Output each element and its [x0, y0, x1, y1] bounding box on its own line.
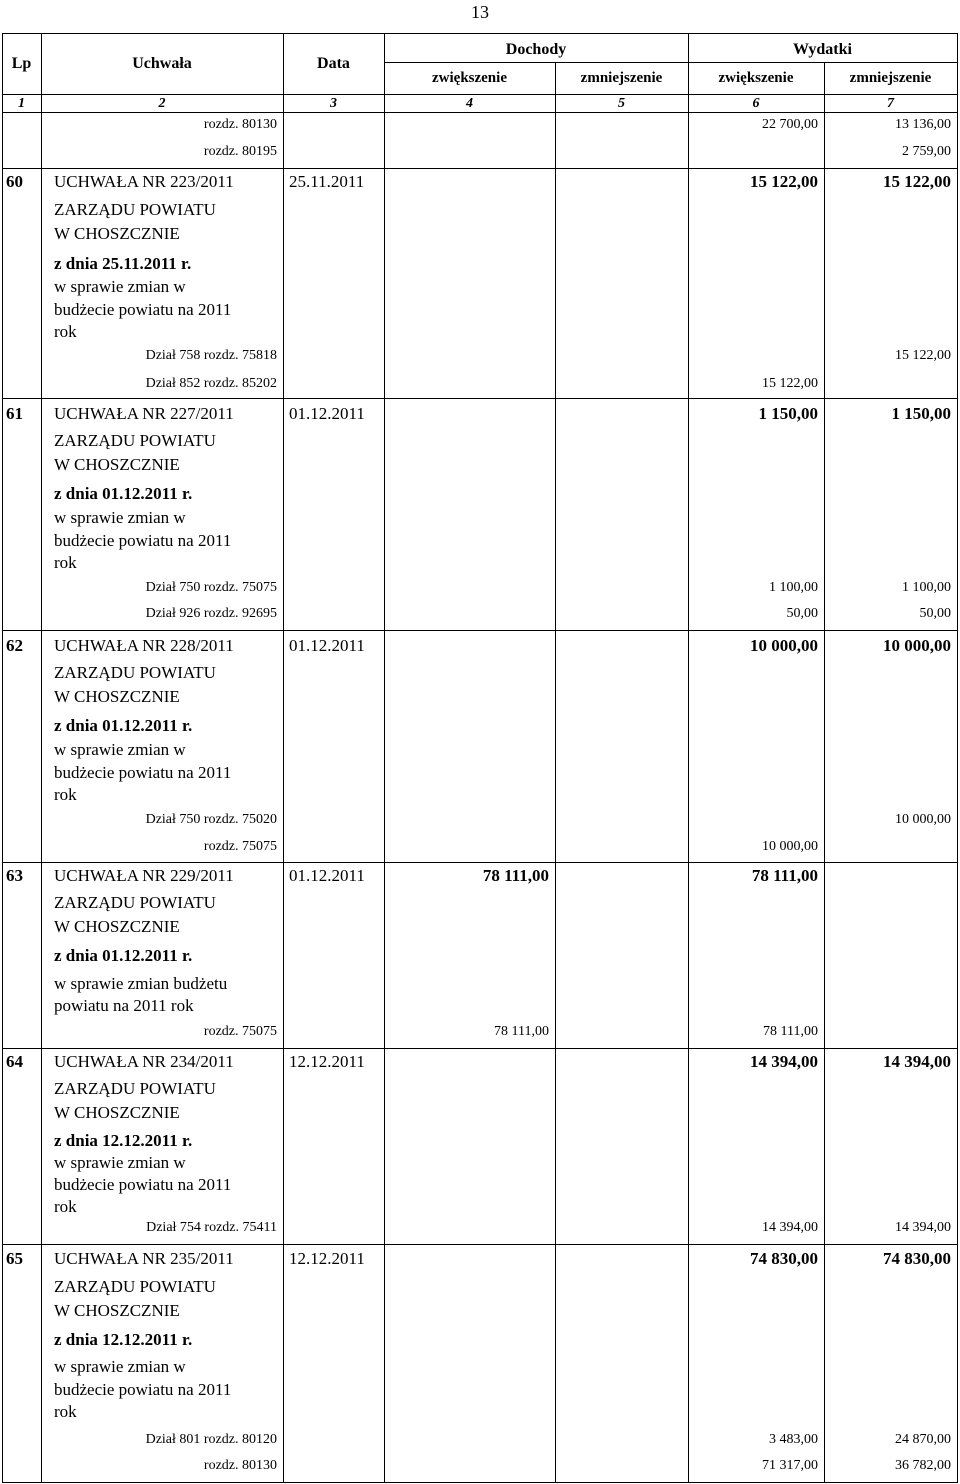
separator: [2, 630, 958, 631]
header-dochody: Dochody: [505, 41, 567, 58]
resolution-date: 12.12.2011: [289, 1249, 365, 1268]
resolution-subject: w sprawie zmian w: [54, 277, 186, 296]
separator: [2, 398, 958, 399]
item-label: Dział 926 rozdz. 92695: [145, 606, 277, 621]
item-value-dz: 78 111,00: [494, 1024, 549, 1039]
item-value-wm: 2 759,00: [902, 144, 951, 159]
resolution-total-wm: 1 150,00: [891, 404, 951, 423]
resolution-date: 12.12.2011: [289, 1052, 365, 1071]
item-label: rozdz. 80130: [203, 117, 277, 132]
col-line-a: [41, 33, 42, 1482]
item-value-wm: 13 136,00: [895, 117, 951, 132]
resolution-issuer: ZARZĄDU POWIATU: [54, 663, 216, 682]
item-label: Dział 758 rozdz. 75818: [145, 348, 277, 363]
resolution-issuer: W CHOSZCZNIE: [54, 455, 180, 474]
header-dochody-zwiekszenie: zwiększenie: [432, 70, 507, 86]
resolution-title: UCHWAŁA NR 227/2011: [54, 404, 234, 423]
item-label: rozdz. 80130: [203, 1458, 277, 1473]
resolution-issuer: W CHOSZCZNIE: [54, 687, 180, 706]
resolution-issuer: W CHOSZCZNIE: [54, 1103, 180, 1122]
resolution-title: UCHWAŁA NR 223/2011: [54, 172, 234, 191]
resolution-lp: 61: [6, 404, 23, 423]
resolution-date-line: z dnia 01.12.2011 r.: [54, 716, 193, 735]
column-number: 6: [752, 96, 760, 111]
resolution-subject: rok: [54, 322, 77, 341]
resolution-issuer: ZARZĄDU POWIATU: [54, 1079, 216, 1098]
resolution-total-wz: 10 000,00: [750, 636, 818, 655]
header-lp: Lp: [11, 55, 32, 72]
resolution-issuer: W CHOSZCZNIE: [54, 224, 180, 243]
item-value-wm: 36 782,00: [895, 1458, 951, 1473]
header-uchwala: Uchwała: [132, 55, 192, 72]
resolution-title: UCHWAŁA NR 229/2011: [54, 866, 234, 885]
resolution-subject: budżecie powiatu na 2011: [54, 300, 232, 319]
header-sub-line: [384, 62, 958, 63]
resolution-issuer: W CHOSZCZNIE: [54, 1301, 180, 1320]
column-number: 2: [158, 96, 166, 111]
resolution-lp: 60: [6, 172, 23, 191]
item-value-wm: 10 000,00: [895, 812, 951, 827]
resolution-date: 25.11.2011: [289, 172, 365, 191]
header-wydatki-zwiekszenie: zwiększenie: [718, 70, 794, 86]
item-value-wm: 15 122,00: [895, 348, 951, 363]
resolution-subject: budżecie powiatu na 2011: [54, 531, 232, 550]
header-wydatki: Wydatki: [793, 41, 852, 58]
item-value-wz: 1 100,00: [769, 580, 818, 595]
resolution-date: 01.12.2011: [289, 636, 365, 655]
resolution-title: UCHWAŁA NR 228/2011: [54, 636, 234, 655]
resolution-subject: rok: [54, 785, 77, 804]
resolution-issuer: ZARZĄDU POWIATU: [54, 431, 216, 450]
item-value-wm: 14 394,00: [895, 1220, 951, 1235]
resolution-date-line: z dnia 12.12.2011 r.: [54, 1131, 193, 1150]
header-top-line: [2, 33, 958, 34]
resolution-subject: budżecie powiatu na 2011: [54, 1175, 232, 1194]
item-value-wz: 15 122,00: [762, 376, 818, 391]
resolution-subject: w sprawie zmian w: [54, 1153, 186, 1172]
header-dochody-zmniejszenie: zmniejszenie: [580, 70, 663, 86]
resolution-total-wz: 74 830,00: [750, 1249, 818, 1268]
header-wydatki-zmniejszenie: zmniejszenie: [849, 70, 932, 86]
resolution-subject: w sprawie zmian w: [54, 740, 186, 759]
resolution-total-wz: 15 122,00: [750, 172, 818, 191]
resolution-lp: 63: [6, 866, 23, 885]
item-value-wz: 3 483,00: [769, 1432, 818, 1447]
resolution-issuer: ZARZĄDU POWIATU: [54, 893, 216, 912]
resolution-date-line: z dnia 25.11.2011 r.: [54, 254, 192, 273]
resolution-lp: 62: [6, 636, 23, 655]
resolution-total-wm: 74 830,00: [883, 1249, 951, 1268]
item-label: rozdz. 75075: [203, 1024, 277, 1039]
resolution-total-wz: 78 111,00: [751, 866, 818, 885]
resolution-date-line: z dnia 01.12.2011 r.: [54, 946, 193, 965]
item-value-wm: 50,00: [919, 606, 951, 621]
resolution-subject: powiatu na 2011 rok: [54, 996, 194, 1015]
resolution-issuer: W CHOSZCZNIE: [54, 917, 180, 936]
column-number: 1: [18, 96, 25, 111]
item-value-wz: 50,00: [786, 606, 818, 621]
resolution-subject: rok: [54, 1402, 77, 1421]
resolution-issuer: ZARZĄDU POWIATU: [54, 1277, 216, 1296]
header-bottom-line: [2, 94, 958, 95]
col-line-c: [384, 33, 385, 1482]
border-right: [957, 33, 958, 1482]
column-number: 5: [618, 96, 625, 111]
resolution-subject: budżecie powiatu na 2011: [54, 1380, 232, 1399]
item-label: rozdz. 75075: [203, 839, 277, 854]
resolution-date-line: z dnia 12.12.2011 r.: [54, 1330, 193, 1349]
item-label: Dział 750 rozdz. 75075: [145, 580, 277, 595]
header-data: Data: [317, 55, 350, 72]
resolution-subject: w sprawie zmian w: [54, 1357, 186, 1376]
col-line-d: [555, 62, 556, 1482]
resolution-subject: w sprawie zmian w: [54, 508, 186, 527]
column-number: 7: [887, 96, 894, 111]
resolution-total-dz: 78 111,00: [482, 866, 549, 885]
resolution-total-wz: 14 394,00: [750, 1052, 818, 1071]
item-value-wz: 22 700,00: [762, 117, 818, 132]
resolution-total-wm: 14 394,00: [883, 1052, 951, 1071]
resolution-title: UCHWAŁA NR 235/2011: [54, 1249, 234, 1268]
resolution-title: UCHWAŁA NR 234/2011: [54, 1052, 234, 1071]
item-label: Dział 754 rozdz. 75411: [146, 1220, 277, 1235]
item-label: rozdz. 80195: [203, 144, 277, 159]
border-bottom: [2, 1482, 958, 1483]
resolution-subject: budżecie powiatu na 2011: [54, 763, 232, 782]
resolution-subject: w sprawie zmian budżetu: [54, 974, 228, 993]
resolution-total-wm: 10 000,00: [883, 636, 951, 655]
resolution-total-wz: 1 150,00: [758, 404, 818, 423]
resolution-lp: 64: [6, 1052, 23, 1071]
item-value-wz: 14 394,00: [762, 1220, 818, 1235]
page-number: 13: [471, 2, 489, 22]
separator: [2, 168, 958, 169]
item-value-wz: 78 111,00: [763, 1024, 818, 1039]
column-number: 3: [330, 96, 337, 111]
separator: [2, 1244, 958, 1245]
col-line-f: [824, 62, 825, 1482]
item-value-wz: 10 000,00: [762, 839, 818, 854]
column-number-line: [2, 112, 958, 113]
resolution-total-wm: 15 122,00: [883, 172, 951, 191]
column-number: 4: [466, 96, 473, 111]
border-left: [2, 33, 3, 1482]
resolution-issuer: ZARZĄDU POWIATU: [54, 200, 216, 219]
item-label: Dział 750 rozdz. 75020: [145, 812, 277, 827]
item-label: Dział 801 rozdz. 80120: [145, 1432, 277, 1447]
col-line-b: [283, 33, 284, 1482]
resolution-subject: rok: [54, 1197, 77, 1216]
item-value-wz: 71 317,00: [762, 1458, 818, 1473]
resolution-date-line: z dnia 01.12.2011 r.: [54, 484, 193, 503]
separator: [2, 1048, 958, 1049]
item-label: Dział 852 rozdz. 85202: [145, 376, 277, 391]
resolution-date: 01.12.2011: [289, 404, 365, 423]
separator: [2, 862, 958, 863]
resolution-date: 01.12.2011: [289, 866, 365, 885]
resolution-subject: rok: [54, 553, 77, 572]
resolution-lp: 65: [6, 1249, 23, 1268]
item-value-wm: 1 100,00: [902, 580, 951, 595]
item-value-wm: 24 870,00: [895, 1432, 951, 1447]
